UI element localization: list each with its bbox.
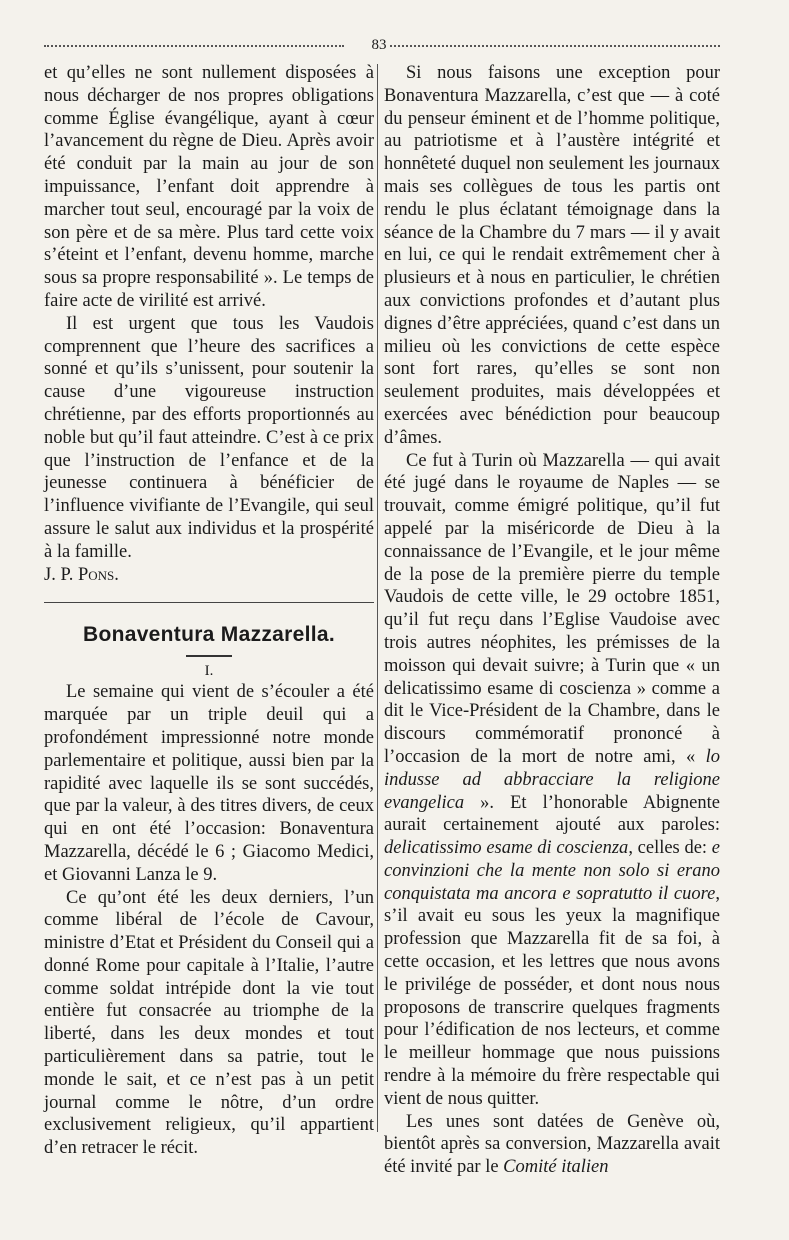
left-column xyxy=(44,62,374,1160)
paragraph-lanza-medici: Ce qu’ont été les deux derniers, l’un comme libéral de l’école de Cavour, ministre d’Etat et Président du Conseil qui a donné Rome pour capitale à l’Italie, l’autre comme soldat intrépide dont la vie tout entière fut consacrée au triomphe de la liberté, dans les deux mondes et tout particulièrement dans sa patrie, tout le monde le sait, et ce n’est pas à un petit journal comme le nôtre, d’un ordre exclusivement religieux, qu’il appartient d’en retracer le récit. xyxy=(44,887,374,1159)
continuation-paragraph: et qu’elles ne sont nullement disposées à nous décharger de nos propres obligations comme Église évangélique, ayant à cœur l’avancement du règne de Dieu. Après avoir été conduit par la main au jour de son impuissance, l’enfant doit apprendre à marcher tout seul, encouragé par la voix de son père et de sa mère. Plus tard cette voix s’éteint et l’enfant, devenu homme, marche sous sa propre responsabilité ». Le temps de faire acte de virilité est arrivé. xyxy=(44,63,374,311)
author-signature: J. P. Pons. xyxy=(44,564,119,585)
page-header xyxy=(44,34,720,56)
text-segment: , celles de: xyxy=(628,838,712,859)
paragraph-exception: Si nous faisons une exception pour Bonaventura Mazzarella, c’est que — à coté du penseur éminent et de l’homme politique, au patriotisme et à l’austère intégrité et honnêteté duquel non seulement les journaux mais ses collègues de tous les partis ont rendu le plus éclatant témoignage dans la séance de la Chambre du 7 mars — il y avait en lui, ce qui le rendait extrêmement cher à plusieurs et à nous en particulier, le chrétien aux convictions profondes et d’autant plus dignes d’être appréciées, quand c’est dans un milieu où les convictions de cette espèce sont fort rares, qu’elles se sont non seulement produites, mais développées et exercées avec bénédiction pour beaucoup d’âmes. xyxy=(384,63,720,448)
right-column xyxy=(384,62,720,1179)
text-segment: ». Et l’honorable Abignente aurait certainement ajouté aux paroles: xyxy=(384,792,720,836)
paragraph-geneva-letters xyxy=(384,1111,720,1179)
page-number: 83 xyxy=(371,37,387,53)
text-segment: , s’il avait eu sous les yeux la magnifique profession que Mazzarella fit de sa foi, à cette occasion, et les lettres que nous avons le privilége de posséder, et dont nous nous proposons de transcrire quelques fragments pour l’édification de nos lecteurs, et comme le meilleur hommage que nous puissions rendre à la mémoire du frère respectable qui vient de nous quitter. xyxy=(384,883,720,1109)
italian-quote: delicatissimo esame di coscienza xyxy=(384,838,629,859)
text-segment: Les unes sont datées de Genève où, bientôt après sa conversion, Mazzarella avait été invité par le xyxy=(384,1111,720,1178)
section-numeral: I. xyxy=(204,663,214,680)
article-title: Bonaventura Mazzarella. xyxy=(83,623,335,647)
italian-quote: lo indusse ad abbracciare la religione evangelica xyxy=(384,746,720,813)
section-divider xyxy=(44,602,374,603)
paragraph-triple-mourning: Le semaine qui vient de s’écouler a été marquée par un triple deuil qui a profondément impressionné notre monde parlementaire et politique, aussi bien par la rapidité avec laquelle ils se sont succédés, que par la valeur, à des titres divers, de ceux qui en ont été l’occasion: Bonaventura Mazzarella, décédé le 6 ; Giacomo Medici, et Giovanni Lanza le 9. xyxy=(44,682,374,885)
header-rule-left xyxy=(44,45,344,47)
italian-committee: Comité italien xyxy=(503,1157,609,1178)
column-divider xyxy=(377,64,378,1132)
header-rule-right xyxy=(390,45,720,47)
paragraph-turin-conversion xyxy=(384,450,720,1111)
text-segment: Ce fut à Turin où Mazzarella — qui avait été jugé dans le royaume de Naples — se trouvait, comme émigré politique, qu’il fut appelé par la miséricorde de Dieu à la connaissance de l’Evangile, et le jour même de la pose de la première pierre du temple Vaudois de cette ville, le 29 octobre 1851, qu’il fut reçu dans l’Eglise Vaudoise avec trois autres néophites, les prémisses de la moisson qui devait suivre; à Turin que « un delicatissimo esame di coscienza » comme a dit le Vice-Président de la Chambre, dans le discours commémoratif prononcé à l’occasion de la mort de notre ami, « xyxy=(384,450,720,767)
title-rule xyxy=(186,655,232,657)
italian-quote: e convinzioni che la mente non solo si erano conquistata ma ancora e sopratutto il cuore xyxy=(384,838,720,904)
paragraph-vaudois-appeal: Il est urgent que tous les Vaudois comprennent que l’heure des sacrifices a sonné et qu’ils s’unissent, pour soutenir la cause d’une vigoureuse instruction chrétienne, par des efforts proportionnés au noble but qu’il faut atteindre. C’est à ce prix que l’instruction de l’enfance et de la jeunesse continuera à bénéficier de l’influence vivifiante de l’Evangile, qui seul assure le salut aux individus et la prospérité à la famille. xyxy=(44,313,374,562)
